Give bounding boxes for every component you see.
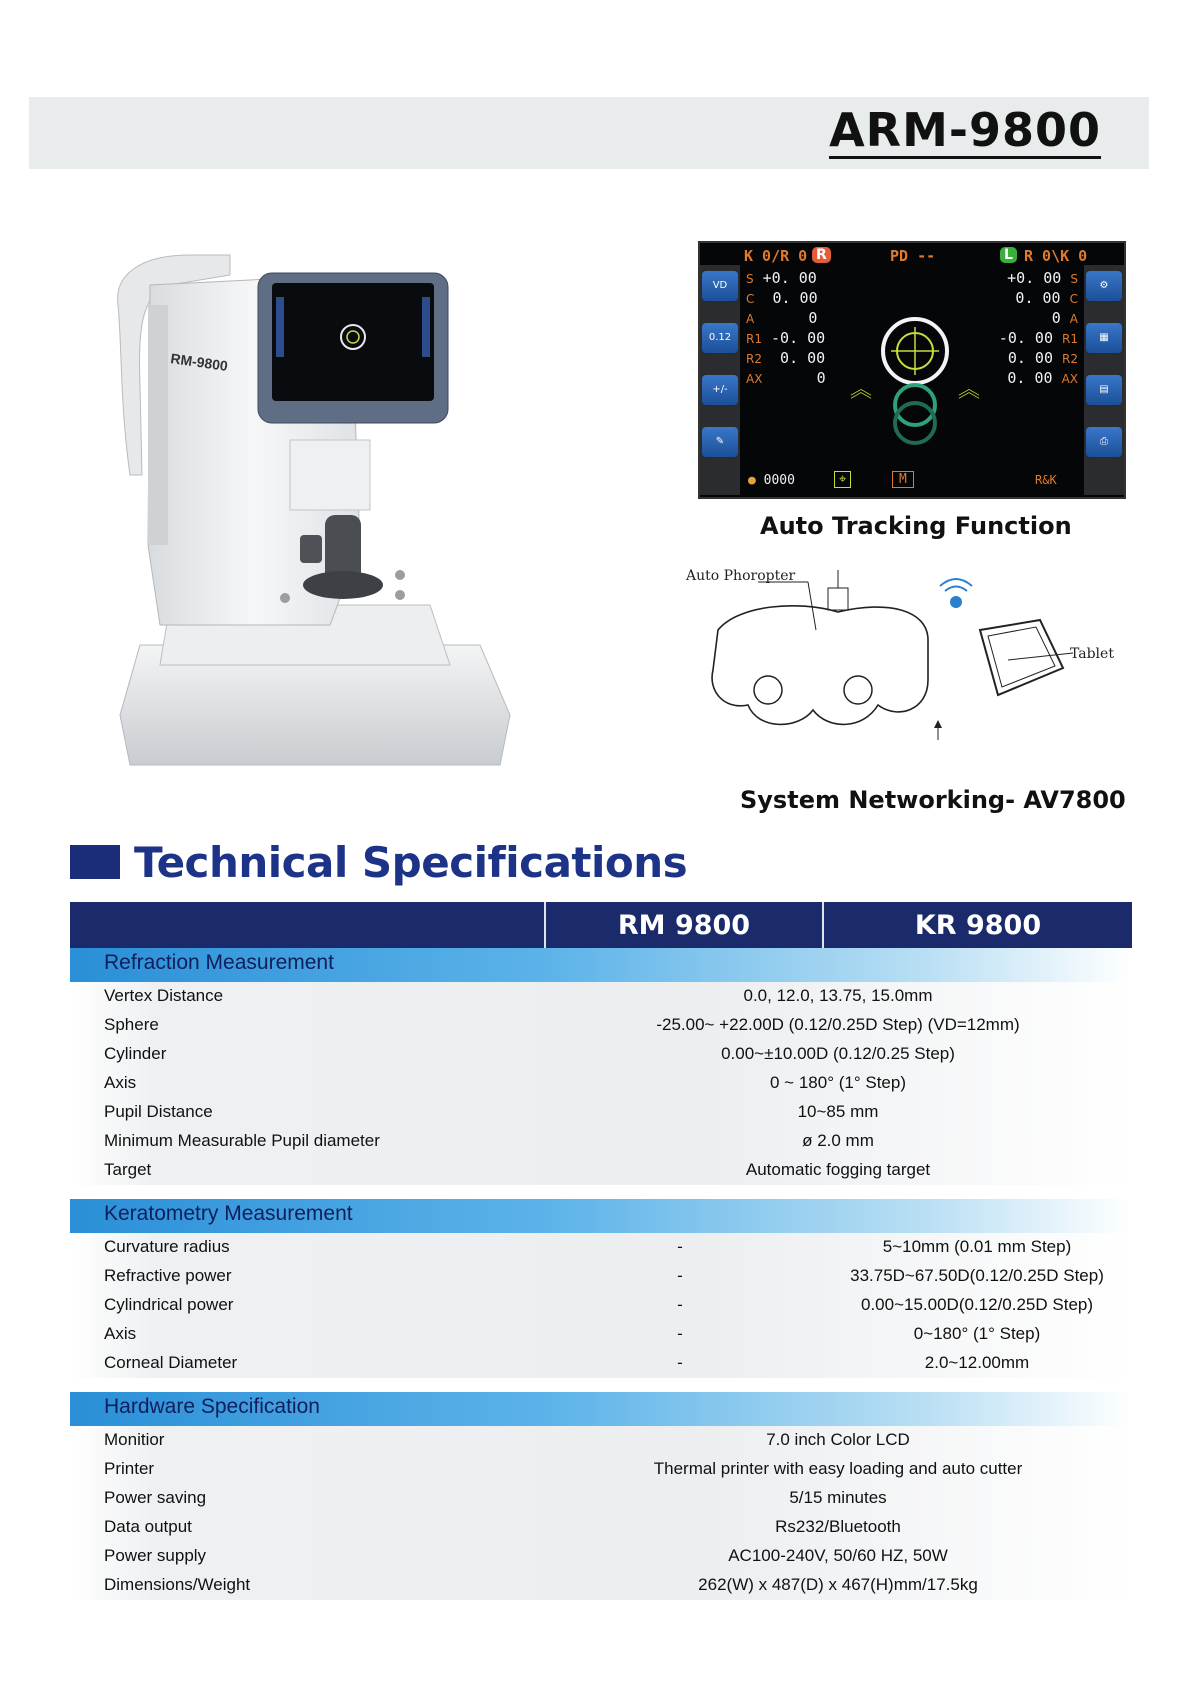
- mode-button[interactable]: M: [892, 471, 914, 488]
- row-label: Printer: [104, 1459, 155, 1478]
- table-row: [70, 1513, 1132, 1542]
- row-label: Cylinder: [104, 1044, 167, 1063]
- left-header: K 0/R 0: [744, 247, 808, 265]
- rk-label: R&K: [1035, 473, 1057, 487]
- row-label: Sphere: [104, 1015, 159, 1034]
- rm-value: -: [677, 1353, 683, 1372]
- row-label: Minimum Measurable Pupil diameter: [104, 1131, 380, 1150]
- table-row: [70, 1349, 1132, 1378]
- table-row: [70, 1040, 1132, 1069]
- row-value: 7.0 inch Color LCD: [766, 1430, 910, 1449]
- print-icon[interactable]: ⎙: [1086, 427, 1122, 457]
- row-value: -25.00~ +22.00D (0.12/0.25D Step) (VD=12mm): [656, 1015, 1020, 1034]
- kr-value: 0~180° (1° Step): [913, 1324, 1041, 1343]
- left-reading-row: S +0. 00: [746, 269, 817, 287]
- auto-tracking-screen: [698, 241, 1126, 499]
- network-diagram: [678, 560, 1138, 760]
- section-refraction: [70, 948, 1132, 982]
- table-row: [70, 1426, 1132, 1455]
- right-reading-row: 0. 00 R2: [1007, 349, 1078, 367]
- kr-value: 0.00~15.00D(0.12/0.25D Step): [860, 1295, 1094, 1314]
- row-label: Dimensions/Weight: [104, 1575, 251, 1594]
- row-value: 0 ~ 180° (1° Step): [770, 1073, 906, 1092]
- row-value: 5/15 minutes: [789, 1488, 887, 1507]
- row-value: Automatic fogging target: [745, 1160, 931, 1179]
- table-row: [70, 1320, 1132, 1349]
- right-header: R 0\K 0: [1024, 247, 1088, 265]
- section-title: Hardware Specification: [104, 1395, 320, 1418]
- row-value: AC100-240V, 50/60 HZ, 50W: [728, 1546, 948, 1565]
- row-label: Axis: [104, 1073, 137, 1092]
- rm-value: -: [677, 1266, 683, 1285]
- right-reading-row: 0. 00 AX: [1007, 369, 1078, 387]
- tablet-icon: [980, 620, 1063, 695]
- table-row: [70, 1069, 1132, 1098]
- spec-heading: [70, 832, 687, 892]
- table-row: [70, 1571, 1132, 1600]
- row-label: Data output: [104, 1517, 192, 1536]
- table-row: [70, 1098, 1132, 1127]
- table-row: [70, 1484, 1132, 1513]
- left-reading-row: AX 0: [746, 369, 826, 387]
- svg-text:︽: ︽: [850, 378, 873, 403]
- device-image: [100, 245, 520, 785]
- section-hardware: [70, 1392, 1132, 1426]
- gear-icon[interactable]: ⚙: [1086, 271, 1122, 301]
- section-title: Keratometry Measurement: [104, 1202, 353, 1225]
- section-keratometry: [70, 1199, 1132, 1233]
- col-rm: RM 9800: [544, 902, 822, 948]
- table-row: [70, 1156, 1132, 1185]
- auto-tracking-caption: Auto Tracking Function: [760, 512, 1072, 540]
- target-icon[interactable]: ⌖: [834, 471, 851, 488]
- spec-table: [70, 902, 1132, 1594]
- left-reading-row: C 0. 00: [746, 289, 818, 307]
- left-reading-row: A 0: [746, 309, 818, 327]
- right-reading-row: +0. 00 S: [1007, 269, 1078, 287]
- table-row: [70, 1291, 1132, 1320]
- section-title: Refraction Measurement: [104, 951, 334, 974]
- networking-caption: System Networking- AV7800: [740, 786, 1126, 814]
- row-value: ø 2.0 mm: [802, 1131, 874, 1150]
- row-label: Curvature radius: [104, 1237, 230, 1256]
- tablet-label: Tablet: [1070, 646, 1114, 662]
- left-reading-row: R2 0. 00: [746, 349, 826, 367]
- row-label: Axis: [104, 1324, 137, 1343]
- row-label: Monitior: [104, 1430, 165, 1449]
- row-label: Vertex Distance: [104, 986, 224, 1005]
- rm-value: -: [677, 1295, 683, 1314]
- database-button[interactable]: ▤: [1086, 375, 1122, 405]
- row-value: Thermal printer with easy loading and auto cutter: [653, 1459, 1023, 1478]
- device-label: RM-9800: [169, 350, 229, 374]
- row-label: Target: [104, 1160, 152, 1179]
- table-row: [70, 1262, 1132, 1291]
- row-label: Pupil Distance: [104, 1102, 213, 1121]
- right-button-panel: [1084, 265, 1124, 495]
- rm-value: -: [677, 1237, 683, 1256]
- right-reading-row: 0 A: [1051, 309, 1078, 327]
- heading-square: [70, 845, 120, 879]
- row-value: 262(W) x 487(D) x 467(H)mm/17.5kg: [698, 1575, 978, 1594]
- kr-value: 5~10mm (0.01 mm Step): [882, 1237, 1072, 1256]
- sign-button[interactable]: +/-: [702, 375, 738, 405]
- phoropter-label: Auto Phoropter: [686, 568, 796, 584]
- pd-readout: PD --: [890, 247, 936, 265]
- row-label: Power supply: [104, 1546, 207, 1565]
- row-value: 0.0, 12.0, 13.75, 15.0mm: [743, 986, 933, 1005]
- left-reading-row: R1 -0. 00: [746, 329, 826, 347]
- left-eye-badge: L: [1000, 247, 1017, 263]
- step-button[interactable]: 0.12: [702, 323, 738, 353]
- eraser-button[interactable]: ✎: [702, 427, 738, 457]
- row-label: Corneal Diameter: [104, 1353, 238, 1372]
- row-value: Rs232/Bluetooth: [775, 1517, 901, 1536]
- svg-text:︽: ︽: [958, 378, 980, 403]
- row-label: Power saving: [104, 1488, 207, 1507]
- spec-title: Technical Specifications: [134, 837, 688, 887]
- model-title: ARM-9800: [829, 103, 1101, 157]
- row-value: 0.00~±10.00D (0.12/0.25 Step): [721, 1044, 955, 1063]
- left-button-panel: [700, 265, 740, 495]
- vd-button[interactable]: VD: [702, 271, 738, 301]
- col-kr: KR 9800: [822, 902, 1132, 948]
- table-row: [70, 1011, 1132, 1040]
- tracking-target: [850, 313, 980, 473]
- kr-value: 33.75D~67.50D(0.12/0.25D Step): [850, 1266, 1104, 1285]
- table-row: [70, 1233, 1132, 1262]
- right-eye-badge: R: [812, 247, 831, 263]
- chart-button[interactable]: ▦: [1086, 323, 1122, 353]
- table-row: [70, 1455, 1132, 1484]
- wireless-icon: [940, 579, 972, 608]
- table-row: [70, 1542, 1132, 1571]
- right-reading-row: 0. 00 C: [1015, 289, 1078, 307]
- right-reading-row: -0. 00 R1: [998, 329, 1078, 347]
- table-row: [70, 1127, 1132, 1156]
- table-header: [70, 902, 1132, 948]
- row-value: 10~85 mm: [797, 1102, 879, 1121]
- patient-count: ● 0000: [748, 473, 795, 488]
- rm-value: -: [677, 1324, 683, 1343]
- kr-value: 2.0~12.00mm: [924, 1353, 1030, 1372]
- row-label: Refractive power: [104, 1266, 232, 1285]
- table-row: [70, 982, 1132, 1011]
- row-label: Cylindrical power: [104, 1295, 234, 1314]
